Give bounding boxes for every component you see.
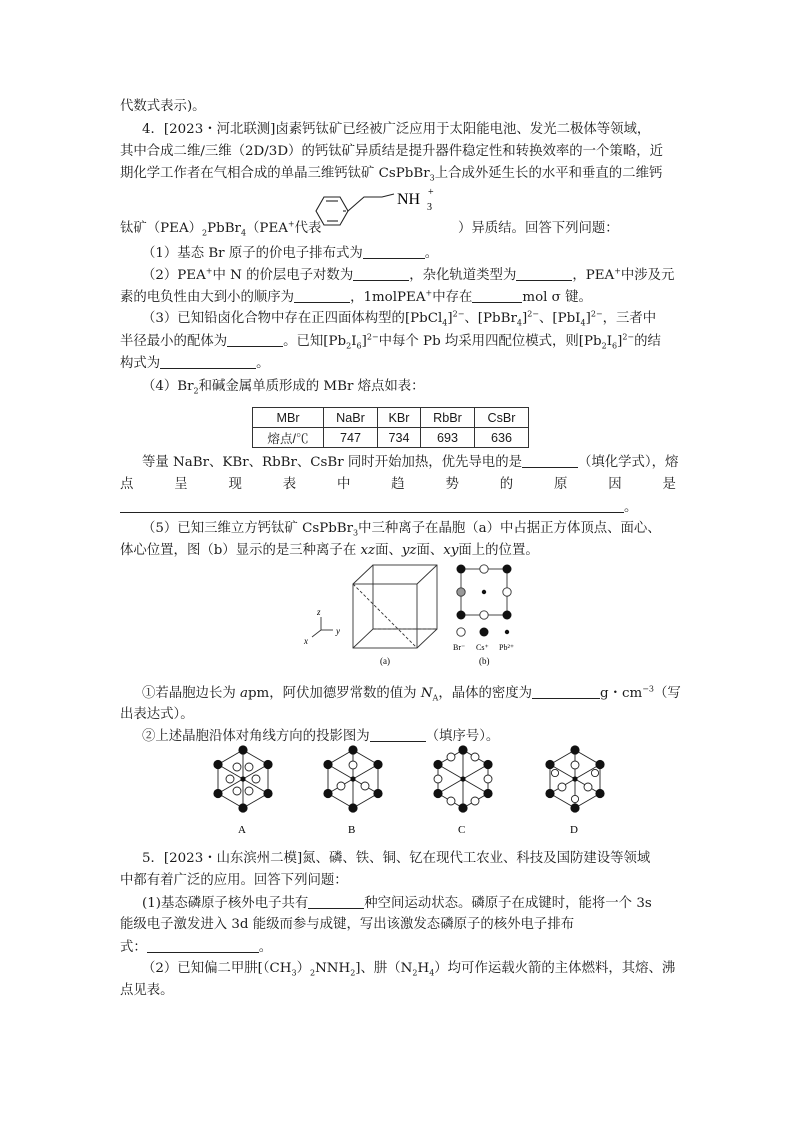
cs-ion-marker: [503, 611, 512, 620]
cs-ion-marker: [503, 565, 512, 574]
text-line-27: 点见表。: [120, 983, 174, 998]
table-cell: KBr: [378, 408, 421, 428]
table-cell: CsBr: [475, 408, 529, 428]
answer-blank-spatial-states[interactable]: [308, 894, 364, 909]
cs-ion-marker: [457, 565, 466, 574]
q4-part1: （1）基态 Br 原子的价电子排布式为 。: [142, 246, 439, 261]
question-5-intro: 5．[2023・山东滨州二模]氮、磷、铁、铜、钇在现代工农业、科技及国防建设等领域: [142, 851, 651, 866]
pea-nh-charge: +: [428, 187, 434, 198]
table-cell: 熔点/℃: [253, 428, 324, 448]
text-line-13: 等量 NaBr、KBr、RbBr、CsBr 同时开始加热，优先导电的是 （填化学式），熔: [142, 455, 679, 470]
answer-blank-electronegativity[interactable]: [294, 288, 350, 303]
answer-blank-density[interactable]: [532, 684, 600, 699]
projection-options-figure: [205, 745, 615, 837]
br-ion-marker: [480, 611, 488, 619]
table-cell: 636: [475, 428, 529, 448]
answer-blank-hybridization[interactable]: [516, 266, 572, 281]
q5-part2: （2）已知偏二甲肼$[(CH_3)_2NNH_2]$、肼$(N_2H_4)$均可作运载火箭的主体燃料，其熔、沸: [142, 961, 676, 978]
axis-x-label: x: [304, 636, 308, 646]
question-4-intro: 4．[2023・河北联测]卤素钙钛矿已经被广泛应用于太阳能电池、发光二极体等领域，: [142, 122, 651, 137]
q4-part4: $(4)Br_2$和碱金属单质形成的 MBr 熔点如表：: [142, 379, 425, 396]
text-line-14: 点 呈 现 表 中 趋 势 的 原 因 是: [120, 477, 676, 492]
cs-ion-marker: [457, 611, 466, 620]
pb-ion-marker: [482, 590, 486, 594]
pea-nh-sub: 3: [427, 202, 432, 213]
q4-part5-2: ②上述晶胞沿体对角线方向的投影图为 （填序号）。: [142, 729, 500, 744]
option-label-d: D: [570, 824, 578, 836]
unit-cell-figure: [295, 560, 535, 672]
text-line-17: 体心位置，图（b）显示的是三种离子在 xz面、yz面、xy面上的位置。: [120, 543, 539, 558]
table-cell: NaBr: [324, 408, 378, 428]
projection-option-c-diagram[interactable]: [433, 745, 492, 812]
table-cell: 693: [421, 428, 475, 448]
answer-blank-br-config[interactable]: [363, 244, 425, 259]
q4-part5-1: ①若晶胞边长为 apm，阿伏加德罗常数的值为 $N_A$，晶体的密度为 g・$cm^{-3}$（写: [142, 684, 681, 703]
q4-part3: （3）已知铅卤化合物中存在正四面体构型的[PbCl$_4$]$^{2-}$、[PbBr$_4$]$^{2-}$、$[PbI_4]^{2-}$，三者中: [142, 309, 657, 328]
answer-blank-electron-pairs[interactable]: [353, 266, 409, 281]
table-cell: RbBr: [421, 408, 475, 428]
cube-diagram-a: [353, 565, 437, 648]
answer-blank-trend-reason[interactable]: [120, 498, 624, 513]
answer-blank-projection[interactable]: [370, 727, 426, 742]
answer-blank-sigma-bonds[interactable]: [472, 288, 522, 303]
axis-indicator: [312, 617, 333, 637]
text-line-5-end: ）异质结。回答下列问题：: [458, 221, 619, 236]
answer-blank-first-conductor[interactable]: [522, 453, 578, 468]
br-ion-marker: [503, 588, 511, 596]
br-ion-marker: [480, 565, 488, 573]
legend-pb-marker: [505, 630, 509, 634]
text-line-8: 素的电负性由大到小的顺序为 ，1molPEA+中存在 mol σ 键。: [120, 288, 592, 305]
text-line-24: 能级电子激发进入 3d 能级而参与成键，写出该激发态磷原子的核外电子排布: [120, 917, 575, 932]
projection-option-b-diagram[interactable]: [323, 745, 382, 812]
answer-blank-structure[interactable]: [160, 354, 256, 369]
text-line-22: 中都有着广泛的应用。回答下列问题：: [120, 873, 348, 888]
legend-pb-label: Pb²⁺: [499, 643, 515, 652]
table-header-row: [253, 408, 529, 428]
mbr-melting-point-table: [252, 407, 529, 448]
axis-y-label: y: [336, 626, 340, 636]
legend-br-marker: [457, 628, 465, 636]
q4-part2: （2）PEA+中 N 的价层电子对数为 ，杂化轨道类型为 ，PEA+中涉及元: [142, 266, 675, 283]
table-cell: MBr: [253, 408, 324, 428]
text-line-1: 代数式表示)。: [120, 99, 206, 114]
table-row: [253, 428, 529, 448]
legend-cs-label: Cs⁺: [476, 643, 489, 652]
text-line-25: 式： 。: [120, 940, 273, 955]
option-label-a: A: [238, 824, 246, 836]
legend-br-label: Br⁻: [453, 643, 466, 652]
figure-label-a: (a): [380, 656, 390, 666]
legend-cs-marker: [480, 628, 489, 637]
pea-nh-group: NH: [397, 191, 421, 208]
projection-option-d-diagram[interactable]: [545, 745, 604, 812]
text-line-10: 半径最小的配体为 。已知$[Pb_2I_6]^{2-}$中每个 Pb 均采用四配位模式，则$[Pb_2I_6]^{2-}$的结: [120, 332, 661, 351]
option-label-c: C: [458, 824, 466, 836]
text-line-3: 其中合成二维/三维（2D/3D）的钙钛矿异质结是提升器件稳定性和转换效率的一个策略，近: [120, 144, 663, 159]
option-label-b: B: [348, 824, 356, 836]
q5-part1: (1)基态磷原子核外电子共有 种空间运动状态。磷原子在成键时，能将一个 3s: [142, 896, 652, 911]
text-line-19: 出表达式）。: [120, 707, 194, 722]
answer-blank-smallest-ligand[interactable]: [227, 332, 283, 347]
q4-part5: （5）已知三维立方钙钛矿 CsPbBr$_3$中三种离子在晶胞（a）中占据正方体顶点、面心、: [142, 521, 661, 538]
text-line-15: 。: [120, 498, 637, 517]
pea-structure-diagram: [302, 182, 452, 238]
table-cell: 734: [378, 428, 421, 448]
figure-label-b: (b): [479, 656, 490, 666]
axis-z-label: z: [317, 607, 321, 617]
text-line-4: 期化学工作者在气相合成的单晶三维钙钛矿 CsPbBr$_3$上合成外延生长的水平和垂直的二维钙: [120, 166, 663, 183]
table-cell: 747: [324, 428, 378, 448]
text-line-5: 钛矿$(PEA)_2PbBr_4(PEA^+$代表: [120, 219, 322, 238]
answer-blank-excited-config[interactable]: [147, 938, 259, 953]
face-diagram-b: [457, 565, 512, 637]
projection-option-a-diagram[interactable]: [213, 745, 272, 812]
text-line-11: 构式为 。: [120, 356, 270, 371]
br-ion-marker-shaded: [457, 588, 465, 596]
